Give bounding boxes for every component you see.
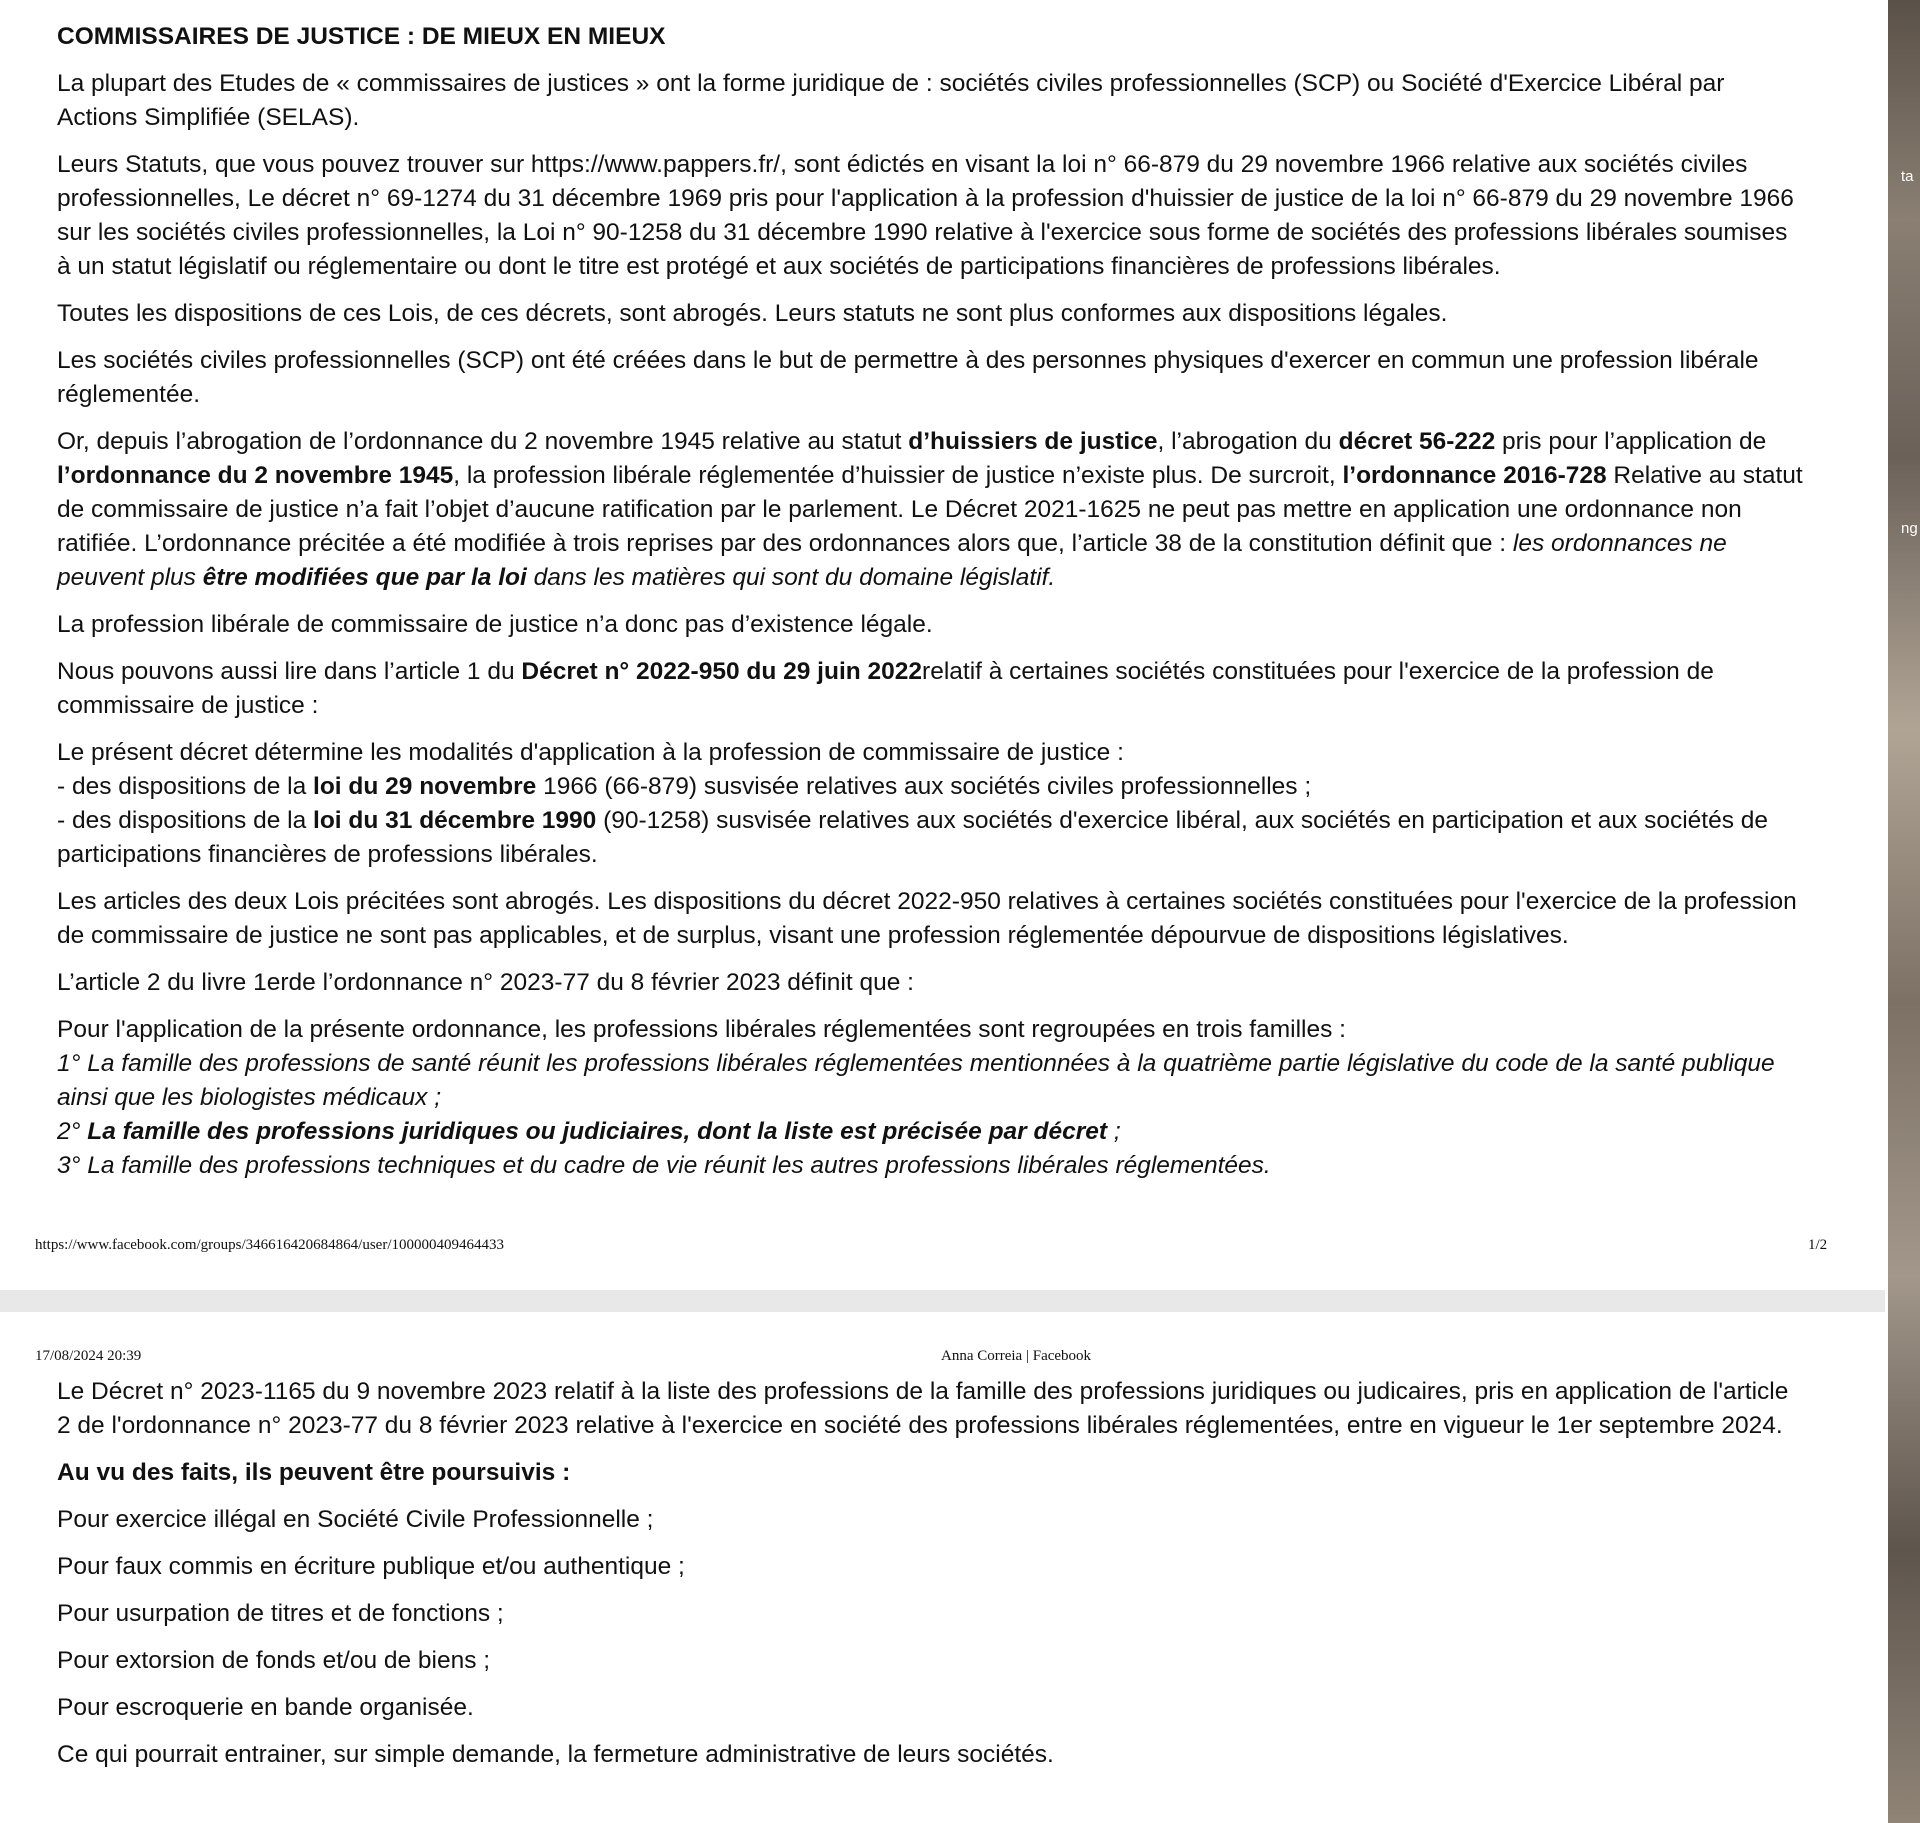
background-text-fragment: ta xyxy=(1901,168,1914,185)
document-title: COMMISSAIRES DE JUSTICE : DE MIEUX EN MIEUX xyxy=(57,23,666,50)
scroll-edge xyxy=(1885,0,1888,1823)
paragraph-3: Toutes les dispositions de ces Lois, de ces décrets, sont abrogés. Leurs statuts ne sont plus conformes aux dispositions légales. xyxy=(57,300,1448,327)
header-title: Anna Correia | Facebook xyxy=(941,1348,1092,1364)
paragraph-2: Leurs Statuts, que vous pouvez trouver sur https://www.pappers.fr/, sont édictés en visant la loi n° 66-879 du 29 novembre 1966 relative aux sociétés civiles professionnelles, Le décret n° 69-1274 du 31 décembre 1969 pris pour l'application à la profession d'huissier de justice de la loi n° 66-879 du 29 novembre 1966 sur les sociétés civiles professionnelles, la Loi n° 90-1258 du 31 décembre 1990 relative à l'exercice sous forme de sociétés des professions libérales soumises à un statut législatif ou réglementaire ou dont le titre est protégé et aux sociétés de participations financières de professions libérales. xyxy=(57,151,1794,280)
paragraph-11: Pour l'application de la présente ordonnance, les professions libérales réglementées sont regroupées en trois familles : 1° La famille des professions de santé réunit les professions libérales réglementées mentionnées à la quatrième partie législative du code de la santé publique ainsi que les biologistes médicaux ; 2° La famille des professions juridiques ou judiciaires, dont la liste est précisée par décret ; 3° La famille des professions techniques et du cadre de vie réunit les autres professions libérales réglementées. xyxy=(57,1016,1775,1179)
paragraph-7: Nous pouvons aussi lire dans l’article 1 du Décret n° 2022-950 du 29 juin 2022relatif à certaines sociétés constituées pour l'exercice de la profession de commissaire de justice : xyxy=(57,658,1714,719)
paragraph-8: Le présent décret détermine les modalités d'application à la profession de commissaire de justice : - des dispositions de la loi du 29 novembre 1966 (66-879) susvisée relatives aux sociétés civiles professionnelles ; - des dispositions de la loi du 31 décembre 1990 (90-1258) susvisée relatives aux sociétés d'exercice libéral, aux sociétés en participation et aux sociétés de participations financières de professions libérales. xyxy=(57,739,1769,868)
paragraph-decret: Le Décret n° 2023-1165 du 9 novembre 2023 relatif à la liste des professions de la famille des professions juridiques ou judicaires, pris en application de l'article 2 de l'ordonnance n° 2023-77 du 8 février 2023 relative à l'exercice en société des professions libérales réglementées, entre en vigueur le 1er septembre 2024. xyxy=(57,1378,1789,1439)
closing-paragraph: Ce qui pourrait entrainer, sur simple demande, la fermeture administrative de leurs sociétés. xyxy=(57,1741,1054,1768)
section-heading: Au vu des faits, ils peuvent être poursuivis : xyxy=(57,1459,571,1486)
paragraph-1: La plupart des Etudes de « commissaires de justices » ont la forme juridique de : sociétés civiles professionnelles (SCP) ou Société d'Exercice Libéral par Actions Simplifiée (SELAS). xyxy=(57,70,1725,131)
page2-content xyxy=(57,1375,1807,1785)
list-item: Pour usurpation de titres et de fonctions ; xyxy=(57,1600,504,1627)
page1-content xyxy=(57,20,1807,1196)
footer-url: https://www.facebook.com/groups/346616420684864/user/100000409464433 xyxy=(35,1237,504,1253)
page-separator xyxy=(0,1290,1885,1312)
footer-page-number: 1/2 xyxy=(1808,1237,1828,1253)
paragraph-5: Or, depuis l’abrogation de l’ordonnance du 2 novembre 1945 relative au statut d’huissiers de justice, l’abrogation du décret 56-222 pris pour l’application de l’ordonnance du 2 novembre 1945, la profession libérale réglementée d’huissier de justice n’existe plus. De surcroit, l’ordonnance 2016-728 Relative au statut de commissaire de justice n’a fait l’objet d’aucune ratification par le parlement. Le Décret 2021-1625 ne peut pas mettre en application une ordonnance non ratifiée. L’ordonnance précitée a été modifiée à trois reprises par des ordonnances alors que, l’article 38 de la constitution définit que : les ordonnances ne peuvent plus être modifiées que par la loi dans les matières qui sont du domaine législatif. xyxy=(57,428,1803,591)
background-window-strip xyxy=(1885,0,1920,1823)
paragraph-4: Les sociétés civiles professionnelles (SCP) ont été créées dans le but de permettre à des personnes physiques d'exercer en commun une profession libérale réglementée. xyxy=(57,347,1759,408)
background-text-fragment: ng xyxy=(1901,520,1918,537)
list-item: Pour faux commis en écriture publique et/ou authentique ; xyxy=(57,1553,685,1580)
paragraph-10: L’article 2 du livre 1erde l’ordonnance n° 2023-77 du 8 février 2023 définit que : xyxy=(57,969,914,996)
list-item: Pour extorsion de fonds et/ou de biens ; xyxy=(57,1647,491,1674)
header-date: 17/08/2024 20:39 xyxy=(35,1348,142,1364)
paragraph-9: Les articles des deux Lois précitées sont abrogés. Les dispositions du décret 2022-950 relatives à certaines sociétés constituées pour l'exercice de la profession de commissaire de justice ne sont pas applicables, et de surplus, visant une profession réglementée dépourvue de dispositions législatives. xyxy=(57,888,1797,949)
list-item: Pour exercice illégal en Société Civile Professionnelle ; xyxy=(57,1506,654,1533)
paragraph-6: La profession libérale de commissaire de justice n’a donc pas d’existence légale. xyxy=(57,611,933,638)
list-item: Pour escroquerie en bande organisée. xyxy=(57,1694,474,1721)
pdf-page-2 xyxy=(0,1312,1885,1823)
